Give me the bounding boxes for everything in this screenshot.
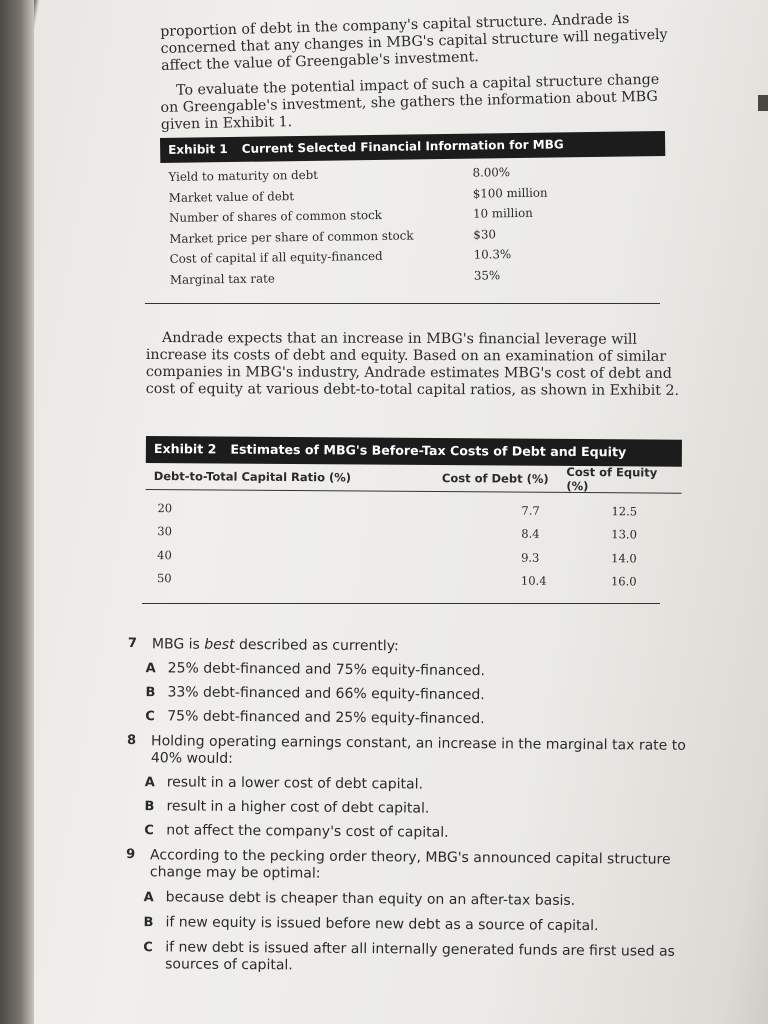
body-paragraph: Andrade expects that an increase in MBG's financial leverage will increase its costs of debt and equity. Based on an examination of similar companies in MBG's industry, Andrade estimates MBG's cost of debt and cost of equity at various debt-to-total capital ratios, as shown in Exhibit 2. <box>145 330 680 399</box>
option-letter: B <box>143 915 154 931</box>
question-number: 7 <box>127 636 138 652</box>
cost-of-equity-cell: 13.0 <box>611 527 637 542</box>
row-label: Market price per share of common stock <box>169 228 414 246</box>
exhibit-2-title: Estimates of MBG's Before-Tax Costs of Debt and Equity <box>230 441 627 460</box>
exhibit-2-rows <box>145 496 682 594</box>
answer-option-c <box>144 822 686 844</box>
exhibit-1-divider <box>145 303 660 304</box>
column-header-cost-of-debt: Cost of Debt (%) <box>441 471 549 486</box>
option-letter: A <box>145 661 156 677</box>
option-text: 25% debt-financed and 75% equity-financed. <box>167 660 486 680</box>
exhibit-2-divider <box>142 603 660 604</box>
row-value: 35% <box>473 268 501 283</box>
answer-option-c <box>145 708 687 730</box>
ratio-cell: 40 <box>157 547 172 562</box>
row-value: $100 million <box>472 185 548 201</box>
option-text: result in a lower cost of debt capital. <box>166 774 424 793</box>
exhibit-2-table <box>145 436 682 594</box>
option-letter: A <box>143 890 154 906</box>
cost-of-debt-cell: 7.7 <box>521 503 540 518</box>
ratio-cell: 30 <box>157 524 173 539</box>
answer-option-a <box>144 889 686 911</box>
answer-option-b <box>145 684 687 706</box>
column-header-ratio: Debt-to-Total Capital Ratio (%) <box>153 469 352 485</box>
option-text: not affect the company's cost of capital. <box>166 822 449 841</box>
option-text: if new debt is issued after all internally generated funds are first used as sources of capital. <box>165 939 675 974</box>
question-8 <box>126 733 687 844</box>
option-letter: A <box>144 775 155 791</box>
intro-paragraph-2: To evaluate the potential impact of such a capital structure change on Greengable's investment, she gathers the information about MBG given in Exhibit 1. <box>160 71 660 133</box>
row-label: Cost of capital if all equity-financed <box>169 249 383 267</box>
option-text: result in a higher cost of debt capital. <box>166 798 430 817</box>
question-text: According to the pecking order theory, MBG's announced capital structure change may be optimal: <box>149 847 671 882</box>
answer-option-c <box>143 939 685 978</box>
row-value: 10 million <box>472 206 533 221</box>
answer-option-b <box>143 914 685 936</box>
row-label: Number of shares of common stock <box>169 208 382 226</box>
option-letter: C <box>143 940 153 956</box>
ratio-cell: 20 <box>157 500 173 515</box>
row-label: Market value of debt <box>168 188 295 205</box>
cost-of-equity-cell: 16.0 <box>610 574 637 589</box>
option-text: because debt is cheaper than equity on an after-tax basis. <box>165 889 576 909</box>
row-value: 8.00% <box>472 165 511 180</box>
cost-of-debt-cell: 10.4 <box>520 573 547 589</box>
row-label: Marginal tax rate <box>169 271 275 287</box>
option-letter: B <box>145 685 156 701</box>
cost-of-debt-cell: 8.4 <box>521 526 540 541</box>
exhibit-2-column-headers <box>146 463 682 494</box>
intro-paragraph: proportion of debt in the company's capital structure. Andrade is concerned that any changes in MBG's capital structure will negatively affect the value of Greengable's investment. <box>160 10 668 74</box>
question-list <box>125 636 688 978</box>
exhibit-1-header <box>160 131 665 163</box>
exhibit-2-header <box>146 436 682 467</box>
cost-of-debt-cell: 9.3 <box>521 550 540 565</box>
row-label: Yield to maturity on debt <box>168 168 319 185</box>
ratio-cell: 50 <box>156 571 172 586</box>
answer-option-a <box>146 660 688 682</box>
option-letter: B <box>144 799 155 815</box>
question-number: 9 <box>126 846 136 863</box>
answer-option-b <box>144 798 686 820</box>
cost-of-equity-cell: 14.0 <box>611 551 637 566</box>
option-text: 33% debt-financed and 66% equity-financed. <box>167 684 485 704</box>
exhibit-2-label: Exhibit 2 <box>153 441 217 457</box>
option-letter: C <box>144 823 154 839</box>
column-header-cost-of-equity: Cost of Equity (%) <box>566 464 658 494</box>
question-7 <box>127 636 688 730</box>
question-9 <box>125 847 686 978</box>
row-value: $30 <box>473 227 497 242</box>
option-text: if new equity is issued before new debt as a source of capital. <box>165 914 599 935</box>
exhibit-1-rows <box>160 160 667 290</box>
exhibit-1-table <box>160 131 667 290</box>
cost-of-equity-cell: 12.5 <box>611 504 638 519</box>
exhibit-1-label: Exhibit 1 <box>168 142 228 157</box>
option-text: 75% debt-financed and 25% equity-financed. <box>167 708 485 728</box>
question-text: Holding operating earnings constant, an increase in the marginal tax rate to 40% would: <box>150 733 686 767</box>
question-number: 8 <box>127 732 137 749</box>
table-row <box>145 566 681 593</box>
row-value: 10.3% <box>473 247 512 262</box>
exhibit-1-title: Current Selected Financial Information for MBG <box>241 137 564 156</box>
question-text: MBG is best described as currently: <box>151 636 399 655</box>
option-letter: C <box>145 709 155 725</box>
answer-option-a <box>145 774 687 796</box>
